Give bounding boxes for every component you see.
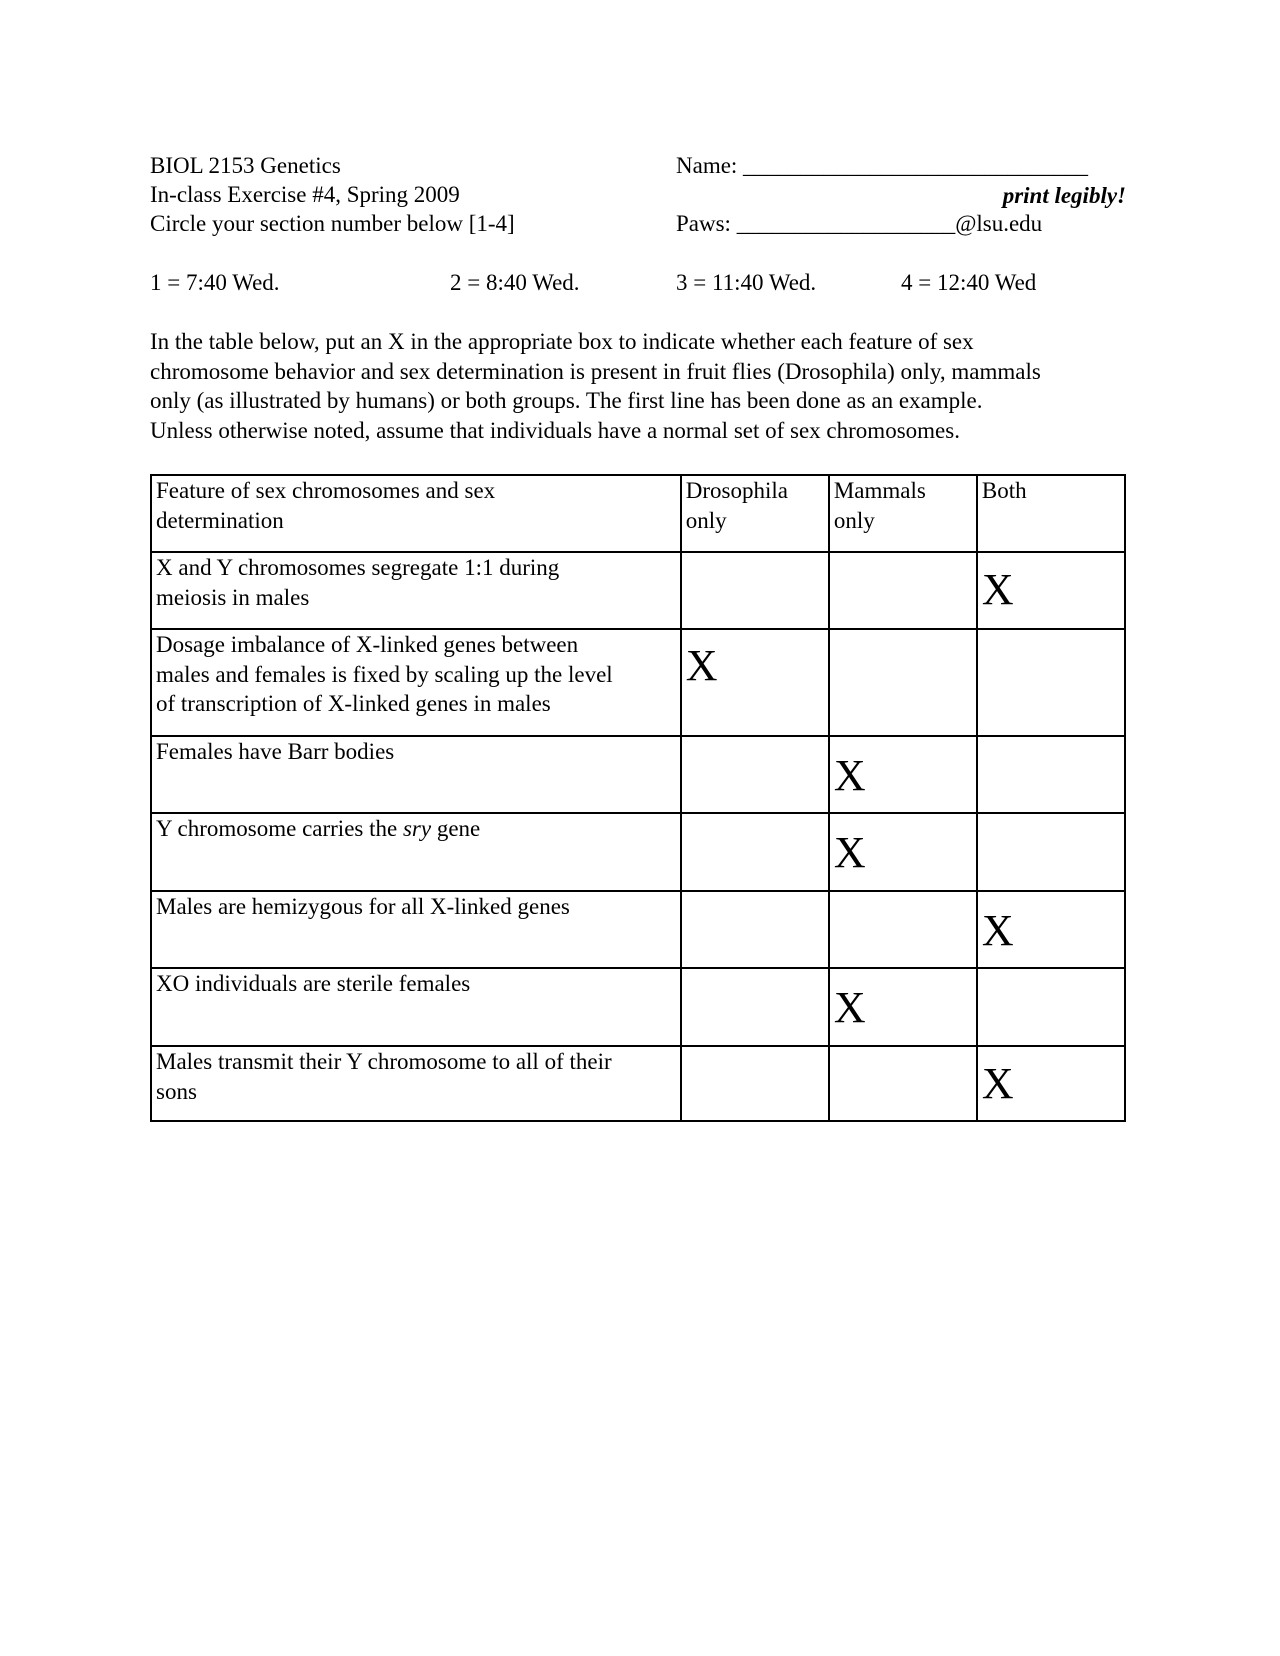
paws-field[interactable]: Paws: ___________________@lsu.edu: [676, 211, 1043, 236]
table-row: [151, 891, 1125, 968]
both-cell[interactable]: [977, 813, 1125, 891]
drosophila-cell[interactable]: [681, 968, 829, 1046]
drosophila-cell[interactable]: [681, 552, 829, 629]
feature-cell: XO individuals are sterile females: [151, 968, 681, 1046]
x-mark: X: [981, 1059, 1014, 1108]
table-row: [151, 629, 1125, 736]
both-cell[interactable]: [977, 968, 1125, 1046]
feature-cell: X and Y chromosomes segregate 1:1 during meiosis in males: [151, 552, 681, 629]
x-mark: X: [833, 828, 866, 877]
x-mark: X: [833, 751, 866, 800]
drosophila-cell[interactable]: [681, 736, 829, 813]
mammals-cell[interactable]: [829, 629, 977, 736]
mammals-cell[interactable]: [829, 736, 977, 813]
both-cell[interactable]: [977, 629, 1125, 736]
mammals-cell[interactable]: [829, 552, 977, 629]
section-option-3[interactable]: 3 = 11:40 Wed.: [676, 270, 817, 295]
feature-cell: Males are hemizygous for all X-linked genes: [151, 891, 681, 968]
course-title: BIOL 2153 Genetics: [150, 153, 341, 178]
both-cell[interactable]: [977, 552, 1125, 629]
drosophila-cell[interactable]: [681, 813, 829, 891]
table-row: [151, 736, 1125, 813]
header-feature: Feature of sex chromosomes and sex determination: [151, 475, 681, 552]
instructions-line: Unless otherwise noted, assume that individuals have a normal set of sex chromosomes.: [150, 417, 960, 443]
feature-cell: Dosage imbalance of X-linked genes between males and females is fixed by scaling up the level of transcription of X-linked genes in males: [151, 629, 681, 736]
both-cell[interactable]: [977, 736, 1125, 813]
section-option-1[interactable]: 1 = 7:40 Wed.: [150, 270, 280, 295]
mammals-cell[interactable]: [829, 1046, 977, 1121]
mammals-cell[interactable]: [829, 813, 977, 891]
drosophila-cell[interactable]: [681, 1046, 829, 1121]
x-mark: X: [685, 641, 718, 690]
section-option-4[interactable]: 4 = 12:40 Wed: [901, 270, 1037, 295]
mammals-cell[interactable]: [829, 891, 977, 968]
header-drosophila: Drosophila only: [681, 475, 829, 552]
mammals-cell[interactable]: [829, 968, 977, 1046]
instructions-line: only (as illustrated by humans) or both groups. The first line has been done as an example.: [150, 388, 983, 413]
drosophila-cell[interactable]: [681, 891, 829, 968]
table-row: [151, 552, 1125, 629]
x-mark: X: [981, 906, 1014, 955]
section-instruction: Circle your section number below [1-4]: [150, 211, 515, 236]
feature-cell: Males transmit their Y chromosome to all of their sons: [151, 1046, 681, 1121]
table-row: [151, 1046, 1125, 1121]
feature-cell: Y chromosome carries the sry gene: [151, 813, 681, 891]
feature-cell: Females have Barr bodies: [151, 736, 681, 813]
instructions-paragraph: [150, 327, 1140, 445]
table-row: [151, 968, 1125, 1046]
section-option-2[interactable]: 2 = 8:40 Wed.: [450, 270, 580, 295]
header-row: [151, 475, 1125, 552]
x-mark: X: [833, 983, 866, 1032]
table-row: [151, 813, 1125, 891]
instructions-line: chromosome behavior and sex determination is present in fruit flies (Drosophila) only, mammals: [150, 358, 1041, 384]
print-legibly-note: print legibly!: [1002, 183, 1126, 208]
header-both: Both: [977, 475, 1125, 552]
both-cell[interactable]: [977, 891, 1125, 968]
drosophila-cell[interactable]: [681, 629, 829, 736]
instructions-line: In the table below, put an X in the appropriate box to indicate whether each feature of sex: [150, 329, 974, 354]
header-mammals: Mammals only: [829, 475, 977, 552]
feature-table: [150, 474, 1126, 1122]
name-field[interactable]: Name: ______________________________: [676, 153, 1089, 178]
exercise-title: In-class Exercise #4, Spring 2009: [150, 182, 460, 207]
both-cell[interactable]: [977, 1046, 1125, 1121]
x-mark: X: [981, 565, 1014, 614]
